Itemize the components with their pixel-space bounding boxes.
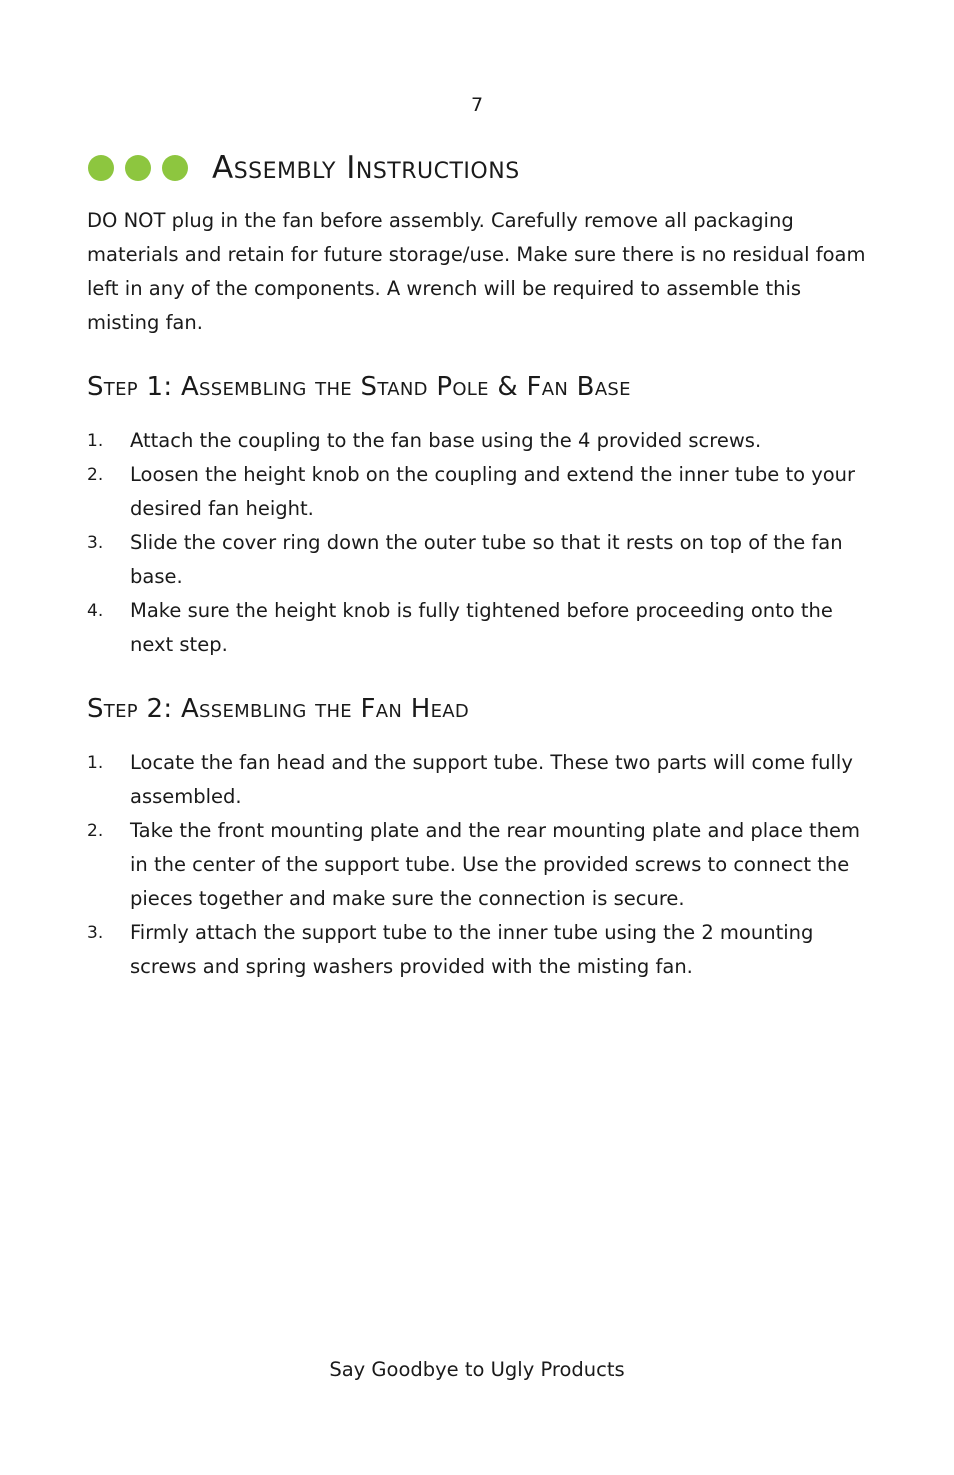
item-number: 3. [87, 533, 104, 553]
item-number: 2. [87, 465, 104, 485]
step1-heading: Step 1: Assembling the Stand Pole & Fan Base [87, 372, 631, 402]
list-item [87, 526, 877, 594]
step1-list [87, 424, 877, 662]
item-text: Slide the cover ring down the outer tube so that it rests on top of the fan base. [130, 531, 843, 588]
list-item [87, 746, 877, 814]
step2-heading: Step 2: Assembling the Fan Head [87, 694, 470, 724]
page-number: 7 [470, 94, 484, 116]
intro-paragraph: DO NOT plug in the fan before assembly. Carefully remove all packaging materials and retain for future storage/use. Make sure there is no residual foam left in any of the components. A wrench will be required to assemble this misting fan. [87, 209, 866, 334]
list-item [87, 814, 877, 916]
list-item [87, 424, 877, 458]
green-dot-icon [88, 155, 114, 181]
green-dot-icon [125, 155, 151, 181]
item-number: 1. [87, 753, 104, 773]
item-text: Attach the coupling to the fan base using the 4 provided screws. [130, 429, 762, 452]
list-item [87, 458, 877, 526]
green-dot-icon [162, 155, 188, 181]
page-footer: Say Goodbye to Ugly Products [329, 1358, 625, 1381]
list-item [87, 916, 877, 984]
item-number: 2. [87, 821, 104, 841]
item-text: Locate the fan head and the support tube. These two parts will come fully assembled. [130, 751, 853, 808]
item-number: 4. [87, 601, 104, 621]
page-title: Assembly Instructions [212, 150, 520, 186]
decorative-dots [88, 155, 188, 181]
item-text: Loosen the height knob on the coupling and extend the inner tube to your desired fan height. [130, 463, 856, 520]
item-number: 1. [87, 431, 104, 451]
item-number: 3. [87, 923, 104, 943]
step2-list [87, 746, 877, 984]
list-item [87, 594, 877, 662]
section-header [88, 150, 520, 186]
item-text: Take the front mounting plate and the rear mounting plate and place them in the center of the support tube. Use the provided screws to connect the pieces together and make sure the connection is secure. [130, 819, 861, 910]
item-text: Make sure the height knob is fully tightened before proceeding onto the next step. [130, 599, 833, 656]
item-text: Firmly attach the support tube to the inner tube using the 2 mounting screws and spring washers provided with the misting fan. [130, 921, 814, 978]
